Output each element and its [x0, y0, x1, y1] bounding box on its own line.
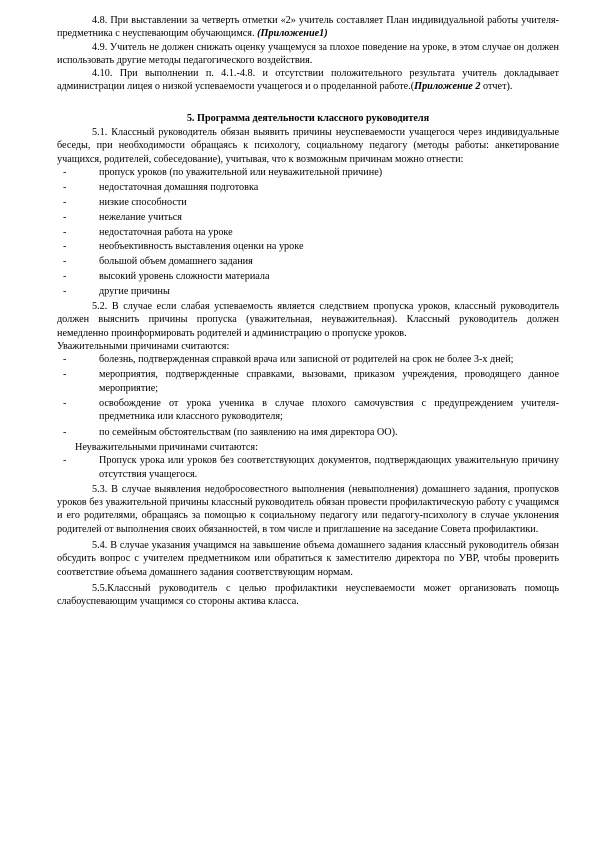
list-item: [57, 181, 559, 194]
paragraph-4-8: [57, 14, 559, 41]
list-item-text: по семейным обстоятельствам (по заявлению на имя директора ОО).: [99, 426, 398, 438]
paragraph-5-4: 5.4. В случае указания учащимся на завышение объема домашнего задания классный руководитель обязан обсудить вопрос с учителем предметником или обратиться к заместителю директора по УВР, чтобы проверить соответствие объема домашнего задания соответствующим нормам.: [57, 540, 559, 578]
paragraph-5-2: 5.2. В случае если слабая успеваемость является следствием пропуска уроков, классный руководитель должен выяснить причины пропуска (уважительная, неуважительная). Классный руководитель должен немедленно проинформировать родителей и администрацию о пропуске уроков.: [57, 300, 559, 339]
list-item: [57, 426, 559, 439]
section-heading: 5. Программа деятельности классного руководителя: [186, 112, 430, 124]
paragraph-5-5: 5.5.Классный руководитель с целью профилактики неуспеваемости может организовать помощь слабоуспевающим учащимся со стороны актива класса.: [57, 582, 559, 608]
document-page: [57, 14, 559, 609]
list-item-text: большой объем домашнего задания: [99, 256, 253, 268]
list-item-text: другие причины: [99, 286, 170, 298]
bullet-mark: -: [63, 196, 67, 208]
list-item-text: пропуск уроков (по уважительной или неуважительной причине): [99, 166, 383, 178]
bullet-mark: -: [63, 166, 67, 178]
bullet-mark: -: [63, 398, 67, 410]
bullet-mark: -: [63, 211, 67, 223]
list-item-text: Пропуск урока или уроков без соответствующих документов, подтверждающих уважительную причину отсутствия учащегося.: [99, 455, 559, 480]
list-item-text: освобождение от урока ученика в случае плохого самочувствия с предупреждением учителя-предметника или классного руководителя;: [99, 398, 559, 423]
valid-reasons-list: [57, 353, 559, 439]
list-item-text: нежелание учиться: [99, 211, 182, 223]
bullet-mark: -: [63, 426, 67, 438]
list-item: [57, 270, 559, 283]
bullet-mark: -: [63, 181, 67, 193]
list-item: [57, 454, 559, 481]
bullet-mark: -: [63, 369, 67, 381]
list-item: [57, 353, 559, 366]
list-item: [57, 368, 559, 395]
list-item: [57, 397, 559, 424]
list-item: [57, 240, 559, 253]
bullet-mark: -: [63, 241, 67, 253]
paragraph-4-8-text: 4.8. При выставлении за четверть отметки «2» учитель составляет План индивидуальной работы учителя-предметника с неуспевающим обучающимся.: [57, 15, 559, 40]
list-item: [57, 211, 559, 224]
bullet-mark: -: [63, 354, 67, 366]
bullet-mark: -: [63, 256, 67, 268]
list-item: [57, 226, 559, 239]
reasons-list: [57, 166, 559, 298]
paragraph-4-10: [57, 67, 559, 94]
valid-reasons-title: Уважительными причинами считаются:: [57, 340, 230, 352]
list-item-text: необъективность выставления оценки на уроке: [99, 241, 304, 253]
list-item: [57, 196, 559, 209]
invalid-reasons-title: Неуважительными причинами считаются:: [75, 441, 258, 453]
appendix-2-reference: Приложение 2: [414, 81, 481, 93]
list-item: [57, 255, 559, 268]
invalid-reasons-list: [57, 454, 559, 481]
bullet-mark: -: [63, 226, 67, 238]
list-item-text: недостаточная работа на уроке: [99, 226, 233, 238]
list-item-text: низкие способности: [99, 196, 187, 208]
list-item: [57, 285, 559, 298]
paragraph-5-3: 5.3. В случае выявления недобросовестного выполнения (невыполнения) домашнего задания, пропусков уроков без уважительной причины классный руководитель обязан провести профилактическую работу с учащимся и его родителями, обращаясь за помощью к социальному педагогу или педагогу-психологу в случае уклонения родителей от выполнения своих обязанностей, в том числе и приглашение на заседание Совета профилактики.: [57, 483, 559, 535]
bullet-mark: -: [63, 455, 67, 467]
bullet-mark: -: [63, 271, 67, 283]
list-item-text: недостаточная домашняя подготовка: [99, 181, 259, 193]
list-item-text: мероприятия, подтвержденные справками, вызовами, приказом учреждения, проводящего данное мероприятие;: [99, 369, 559, 394]
paragraph-4-10-text: 4.10. При выполнении п. 4.1.-4.8. и отсутствии положительного результата учитель докладывает администрации лицея о низкой успеваемости учащегося и о проделанной работе.(: [57, 68, 559, 93]
appendix-1-reference: (Приложение1): [257, 28, 328, 40]
list-item: [57, 166, 559, 179]
paragraph-5-1: 5.1. Классный руководитель обязан выявить причины неуспеваемости учащегося через индивидуальные беседы, при необходимости обращаясь к психологу, социальному педагогу (методы работы: анкетирование учащихся, родителей, собеседование), учитывая, что к возможным причинам можно отнести:: [57, 127, 559, 165]
list-item-text: болезнь, подтвержденная справкой врача или записной от родителей на срок не более 3-х дней;: [99, 354, 514, 366]
bullet-mark: -: [63, 286, 67, 298]
list-item-text: высокий уровень сложности материала: [99, 271, 270, 283]
paragraph-4-9: 4.9. Учитель не должен снижать оценку учащемуся за плохое поведение на уроке, в этом случае он должен использовать другие методы педагогического воздействия.: [57, 41, 559, 66]
paragraph-4-10-tail: отчет).: [480, 81, 513, 93]
